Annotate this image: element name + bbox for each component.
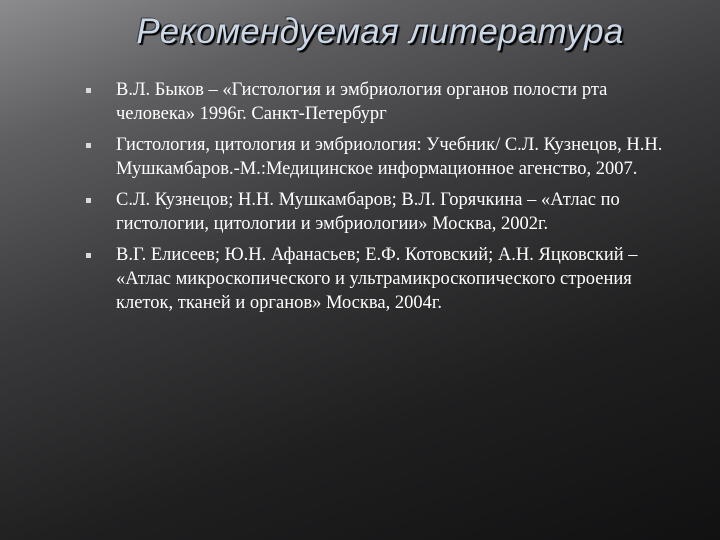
slide-title: Рекомендуемая литература — [136, 12, 624, 51]
list-item-text: С.Л. Кузнецов; Н.Н. Мушкамбаров; В.Л. Горячкина – «Атлас по гистологии, цитологии и эмбриологии» Москва, 2002г. — [116, 190, 620, 234]
list-item-text: Гистология, цитология и эмбриология: Учебник/ С.Л. Кузнецов, Н.Н. Мушкамбаров.-М.:Медицинское информационное агенство, 2007. — [116, 135, 663, 179]
literature-list — [86, 78, 666, 322]
bullet-icon — [86, 253, 91, 258]
bullet-icon — [86, 143, 91, 148]
bullet-icon — [86, 198, 91, 203]
list-item — [86, 133, 666, 181]
list-item-text: В.Л. Быков – «Гистология и эмбриология органов полости рта человека» 1996г. Санкт-Петербург — [116, 80, 608, 124]
list-item — [86, 78, 666, 126]
list-item — [86, 188, 666, 236]
bullet-icon — [86, 88, 91, 93]
list-item-text: В.Г. Елисеев; Ю.Н. Афанасьев; Е.Ф. Котовский; А.Н. Яцковский – «Атлас микроскопического и ультрамикроскопического строения клеток, тканей и органов» Москва, 2004г. — [116, 245, 638, 313]
list-item — [86, 243, 666, 315]
